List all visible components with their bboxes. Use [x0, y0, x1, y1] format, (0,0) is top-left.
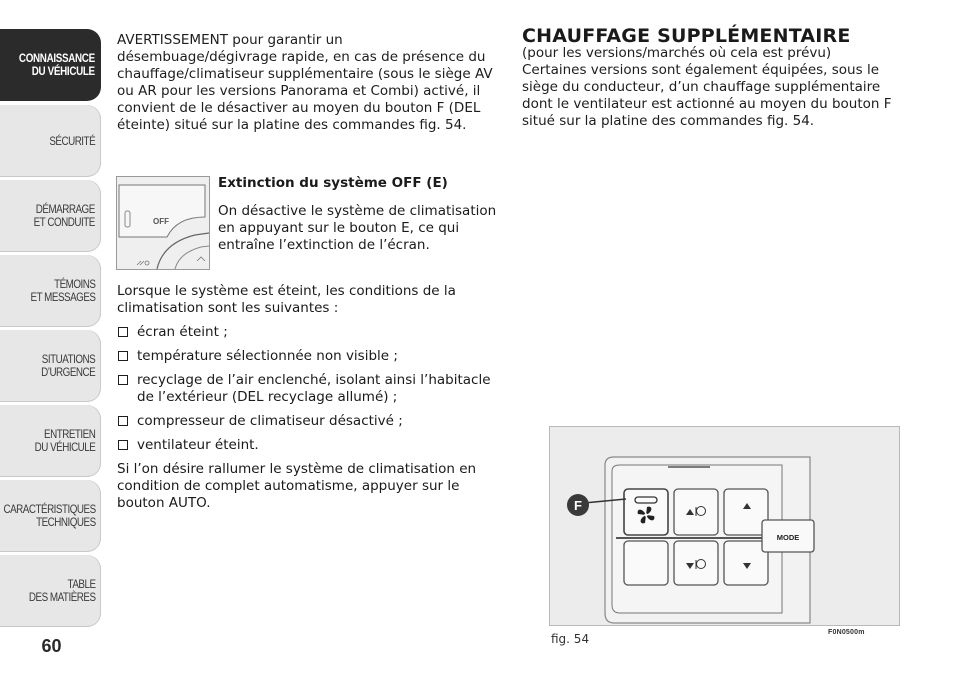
conditions-intro: Lorsque le système est éteint, les conditions de la climatisation sont les suivantes : [117, 283, 456, 316]
tab-demarrage-et-conduite[interactable] [0, 180, 101, 252]
list-item-text: compresseur de climatiseur désactivé ; [137, 413, 403, 429]
tab-entretien-du-vehicule[interactable] [0, 405, 101, 477]
tab-label: ENTRETIEN DU VÉHICULE [34, 427, 96, 454]
tab-temoins-et-messages[interactable] [0, 255, 101, 327]
extinction-title: Extinction du système OFF (E) [218, 175, 448, 191]
list-item-text: recyclage de l’air enclenché, isolant ainsi l’habitacle de l’extérieur (DEL recyclage allumé) ; [137, 372, 491, 405]
mode-label: MODE [776, 533, 800, 542]
tab-label: TÉMOINS ET MESSAGES [30, 277, 96, 304]
tab-caracteristiques-techniques[interactable] [0, 480, 101, 552]
figure-code: F0N0500m [828, 629, 865, 636]
warning-text: AVERTISSEMENT pour garantir un désembuage/dégivrage rapide, en cas de présence du chauffage/climatiseur supplémentaire (sous le siège AV ou AR pour les versions Panorama et Combi) activé, il convient de le désactiver au moyen du bouton F (DEL éteinte) situé sur la platine des commandes fig. 54. [117, 32, 493, 133]
tab-situations-d-urgence[interactable] [0, 330, 101, 402]
bullet-box-icon [118, 416, 128, 426]
page-number: 60 [41, 636, 62, 656]
tab-connaissance-du-vehicule[interactable] [0, 29, 101, 101]
section-subtitle: (pour les versions/marchés où cela est prévu) [522, 45, 832, 61]
list-item-text: ventilateur éteint. [137, 437, 259, 453]
bullet-box-icon [118, 375, 128, 385]
extinction-text: On désactive le système de climatisation en appuyant sur le bouton E, ce qui entraîne l’extinction de l’écran. [218, 203, 497, 253]
conditions-section [117, 283, 497, 519]
section-title: CHAUFFAGE SUPPLÉMENTAIRE [522, 25, 851, 47]
off-button-illustration [117, 177, 209, 269]
auxiliary-heating-section [522, 25, 907, 130]
extinction-section [218, 175, 500, 254]
list-item [117, 437, 497, 454]
bullet-box-icon [118, 440, 128, 450]
bullet-box-icon [118, 327, 128, 337]
list-item [117, 372, 497, 406]
control-panel-figure [549, 426, 900, 626]
tab-label: DÉMARRAGE ET CONDUITE [34, 202, 96, 229]
tab-label: CONNAISSANCE DU VÉHICULE [19, 51, 96, 78]
chapter-sidebar [0, 0, 103, 677]
off-button-thumbnail [116, 176, 210, 270]
list-item [117, 348, 497, 365]
off-label: OFF [153, 217, 169, 226]
warning-paragraph [117, 32, 497, 134]
tab-label: TABLE DES MATIÈRES [28, 577, 96, 604]
list-item-text: température sélectionnée non visible ; [137, 348, 398, 364]
callout-f-label: F [574, 498, 582, 513]
tab-label: SÉCURITÉ [49, 133, 96, 148]
bullet-box-icon [118, 351, 128, 361]
list-item [117, 413, 497, 430]
tab-label: CARACTÉRISTIQUES TECHNIQUES [3, 502, 96, 529]
list-item [117, 324, 497, 341]
section-body: Certaines versions sont également équipées, sous le siège du conducteur, d’un chauffage supplémentaire dont le ventilateur est actionné au moyen du bouton F situé sur la platine des commandes fig. 54. [522, 62, 892, 129]
tab-table-des-matieres[interactable] [0, 555, 101, 627]
tab-securite[interactable] [0, 105, 101, 177]
control-panel-illustration [550, 427, 899, 625]
tab-label: SITUATIONS D’URGENCE [41, 352, 96, 379]
restart-text: Si l’on désire rallumer le système de climatisation en condition de complet automatisme, appuyer sur le bouton AUTO. [117, 461, 477, 511]
list-item-text: écran éteint ; [137, 324, 228, 340]
figure-caption: fig. 54 [551, 632, 590, 646]
